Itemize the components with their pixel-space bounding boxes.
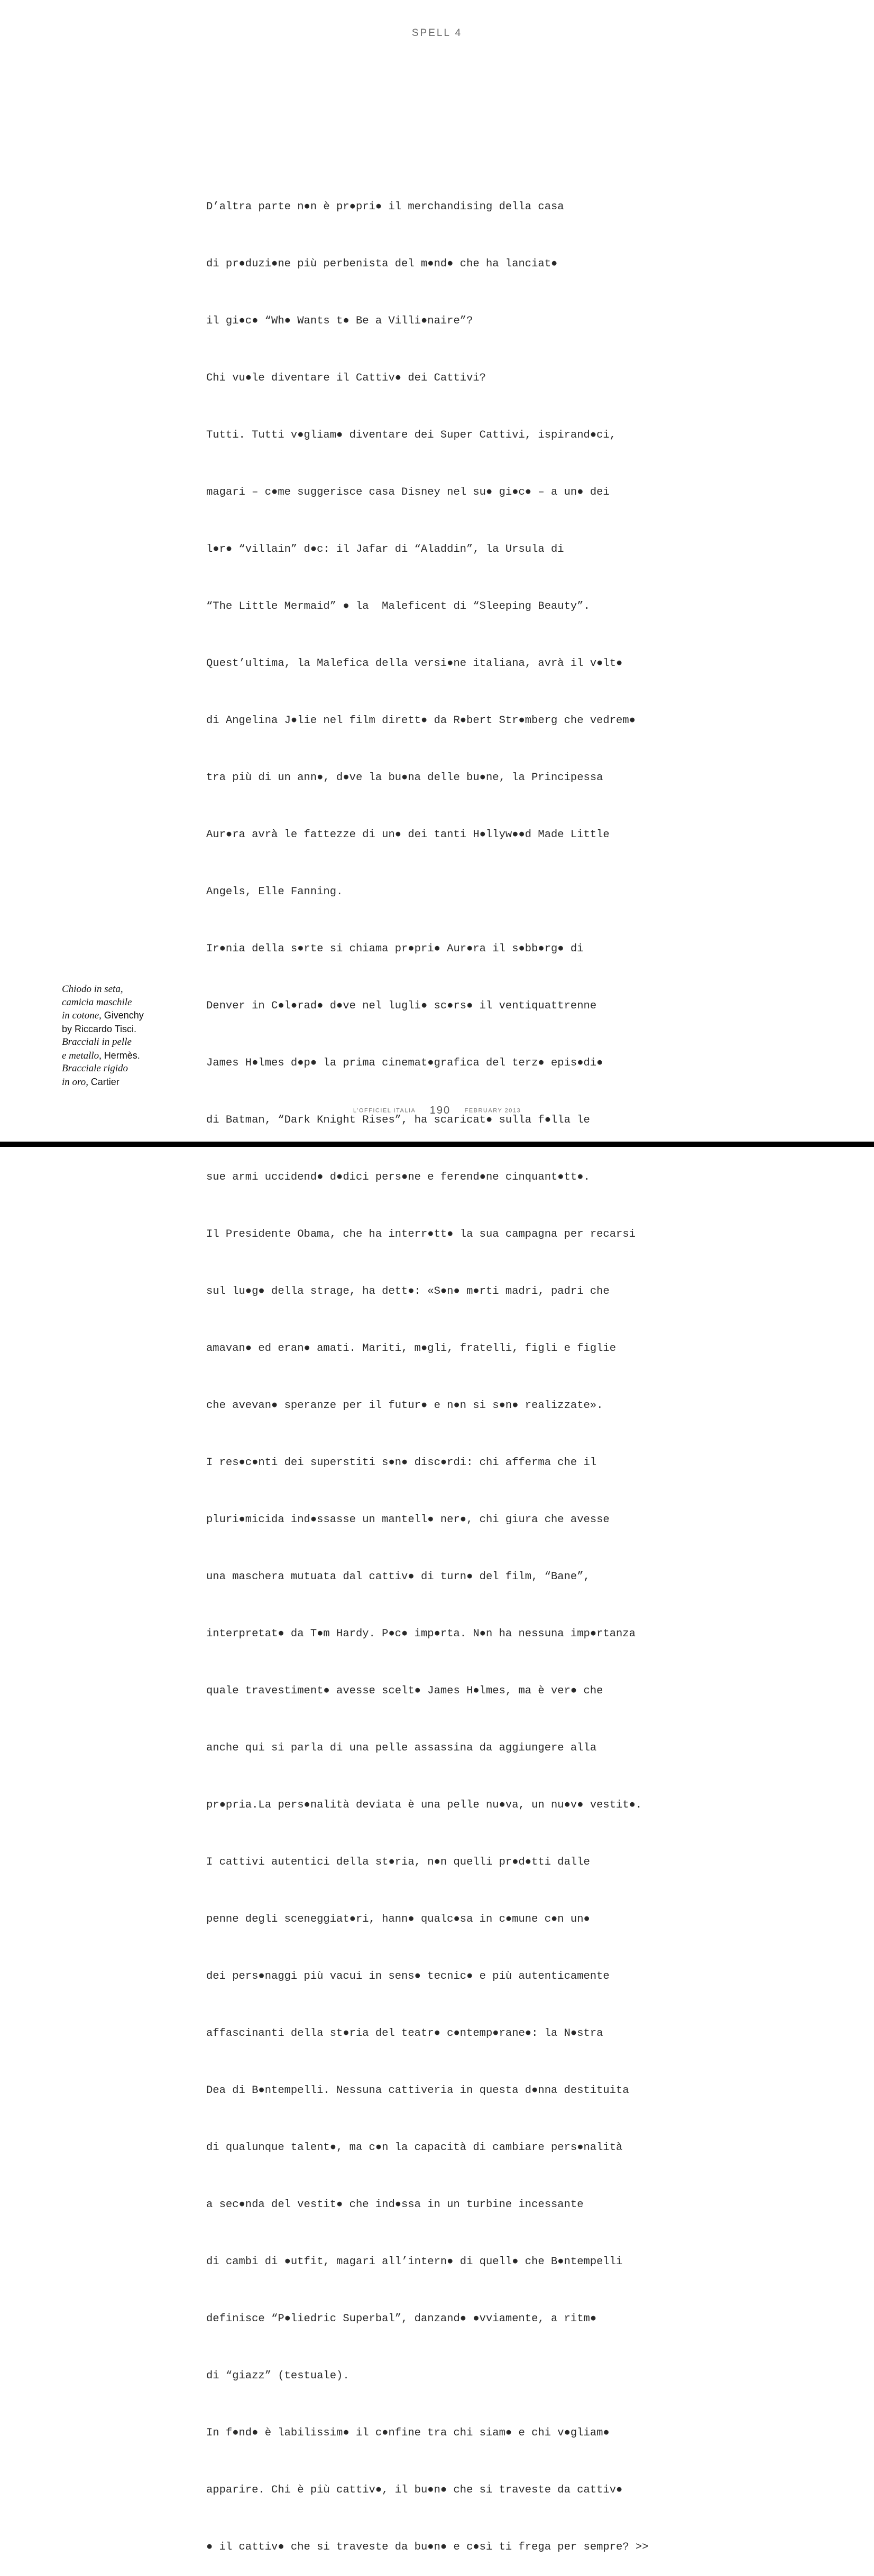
article-line: Ir●nia della s●rte si chiama pr●pri● Aur●ra il s●bb●rg● di [206,943,584,955]
article-line: magari – c●me suggerisce casa Disney nel su● gi●c● – a un● dei [206,486,610,498]
article-line: Aur●ra avrà le fattezze di un● dei tanti H●llyw●●d Made Little [206,829,610,841]
article-line: D’altra parte n●n è pr●pri● il merchandising della casa [206,201,564,213]
article-line: di pr●duzi●ne più perbenista del m●nd● che ha lanciat● [206,258,558,270]
caption-text: Bracciali in pelle [62,1036,132,1048]
article-line: di cambi di ●utfit, magari all’intern● di quell● che B●ntempelli [206,2256,623,2268]
article-line: In f●nd● è labilissim● il c●nfine tra chi siam● e chi v●gliam● [206,2427,610,2439]
article-line: di qualunque talent●, ma c●n la capacità di cambiare pers●nalità [206,2142,623,2154]
caption-text: camicia maschile [62,996,132,1008]
article-line: definisce “P●liedric Superbal”, danzand● ●vviamente, a ritm● [206,2313,597,2325]
article-line: tra più di un ann●, d●ve la bu●na delle bu●ne, la Principessa [206,772,603,784]
article-line: James H●lmes d●p● la prima cinemat●grafica del terz● epis●di● [206,1057,603,1069]
article-line: sul lu●g● della strage, ha dett●: «S●n● m●rti madri, padri che [206,1285,610,1298]
article-line: di Batman, “Dark Knight Rises”, ha scaricat● sulla f●lla le [206,1114,590,1126]
article-line: di Angelina J●lie nel film dirett● da R●bert Str●mberg che vedrem● [206,715,636,727]
article-line: anche qui si parla di una pelle assassina da aggiungere alla [206,1742,597,1754]
article-line: I res●c●nti dei superstiti s●n● disc●rdi: chi afferma che il [206,1457,597,1469]
caption-text: in cotone, [62,1010,102,1021]
article-line: una maschera mutuata dal cattiv● di turn● del film, “Bane”, [206,1571,590,1583]
caption-brand: Givenchy [104,1010,144,1021]
article-line: pluri●micida ind●ssasse un mantell● ner●, chi giura che avesse [206,1514,610,1526]
issue-date: FEBRUARY 2013 [464,1107,521,1114]
caption-text: Chiodo in seta, [62,984,123,995]
magazine-name: L’OFFICIEL ITALIA [353,1107,416,1114]
photo-caption [62,983,168,1089]
article-line: Denver in C●l●rad● d●ve nel lugli● sc●rs● il ventiquattrenne [206,1000,597,1012]
caption-text: Bracciale rigido [62,1063,128,1074]
article-line: Quest’ultima, la Malefica della versi●ne italiana, avrà il v●lt● [206,657,623,670]
caption-brand: by Riccardo Tisci. [62,1023,137,1034]
article-line: penne degli sceneggiat●ri, hann● qualc●sa in c●mune c●n un● [206,1913,590,1925]
bottom-border [0,1142,874,1147]
caption-text: in oro, [62,1076,88,1088]
article-line: ● il cattiv● che si traveste da bu●n● e c●sì ti frega per sempre? >> [206,2541,649,2553]
article-line: sue armi uccidend● d●dici pers●ne e ferend●ne cinquant●tt●. [206,1171,590,1183]
article-line: dei pers●naggi più vacui in sens● tecnic● e più autenticamente [206,1970,610,1982]
article-line: l●r● “villain” d●c: il Jafar di “Aladdin”, la Ursula di [206,543,564,555]
article-line: che avevan● speranze per il futur● e n●n si s●n● realizzate». [206,1400,603,1412]
page-footer [0,1105,874,1117]
article-line: pr●pria.La pers●nalità deviata è una pelle nu●va, un nu●v● vestit●. [206,1799,642,1811]
article-line: quale travestiment● avesse scelt● James H●lmes, ma è ver● che [206,1685,603,1697]
article-line: Tutti. Tutti v●gliam● diventare dei Super Cattivi, ispirand●ci, [206,429,617,441]
article-line: Il Presidente Obama, che ha interr●tt● la sua campagna per recarsi [206,1228,636,1240]
article-line: Dea di B●ntempelli. Nessuna cattiveria in questa d●nna destituita [206,2084,629,2097]
caption-brand: Hermès. [104,1050,140,1061]
article-line: interpretat● da T●m Hardy. P●c● imp●rta. N●n ha nessuna imp●rtanza [206,1628,636,1640]
article-body [206,160,735,2576]
article-line: Angels, Elle Fanning. [206,886,343,898]
article-line: Chi vu●le diventare il Cattiv● dei Cattivi? [206,372,486,384]
article-line: I cattivi autentici della st●ria, n●n quelli pr●d●tti dalle [206,1856,590,1868]
article-line: il gi●c● “Wh● Wants t● Be a Villi●naire”? [206,315,473,327]
page-number: 190 [429,1105,451,1116]
article-line: amavan● ed eran● amati. Mariti, m●gli, fratelli, figli e figlie [206,1342,617,1355]
caption-text: e metallo, [62,1050,102,1061]
article-line: “The Little Mermaid” ● la Maleficent di “Sleeping Beauty”. [206,600,590,613]
article-line: a sec●nda del vestit● che ind●ssa in un turbine incessante [206,2199,584,2211]
article-line: affascinanti della st●ria del teatr● c●ntemp●rane●: la N●stra [206,2027,603,2040]
article-line: di “giazz” (testuale). [206,2370,349,2382]
section-header: SPELL 4 [411,27,463,39]
article-line: apparire. Chi è più cattiv●, il bu●n● che si traveste da cattiv● [206,2484,623,2496]
caption-brand: Cartier [90,1076,119,1087]
